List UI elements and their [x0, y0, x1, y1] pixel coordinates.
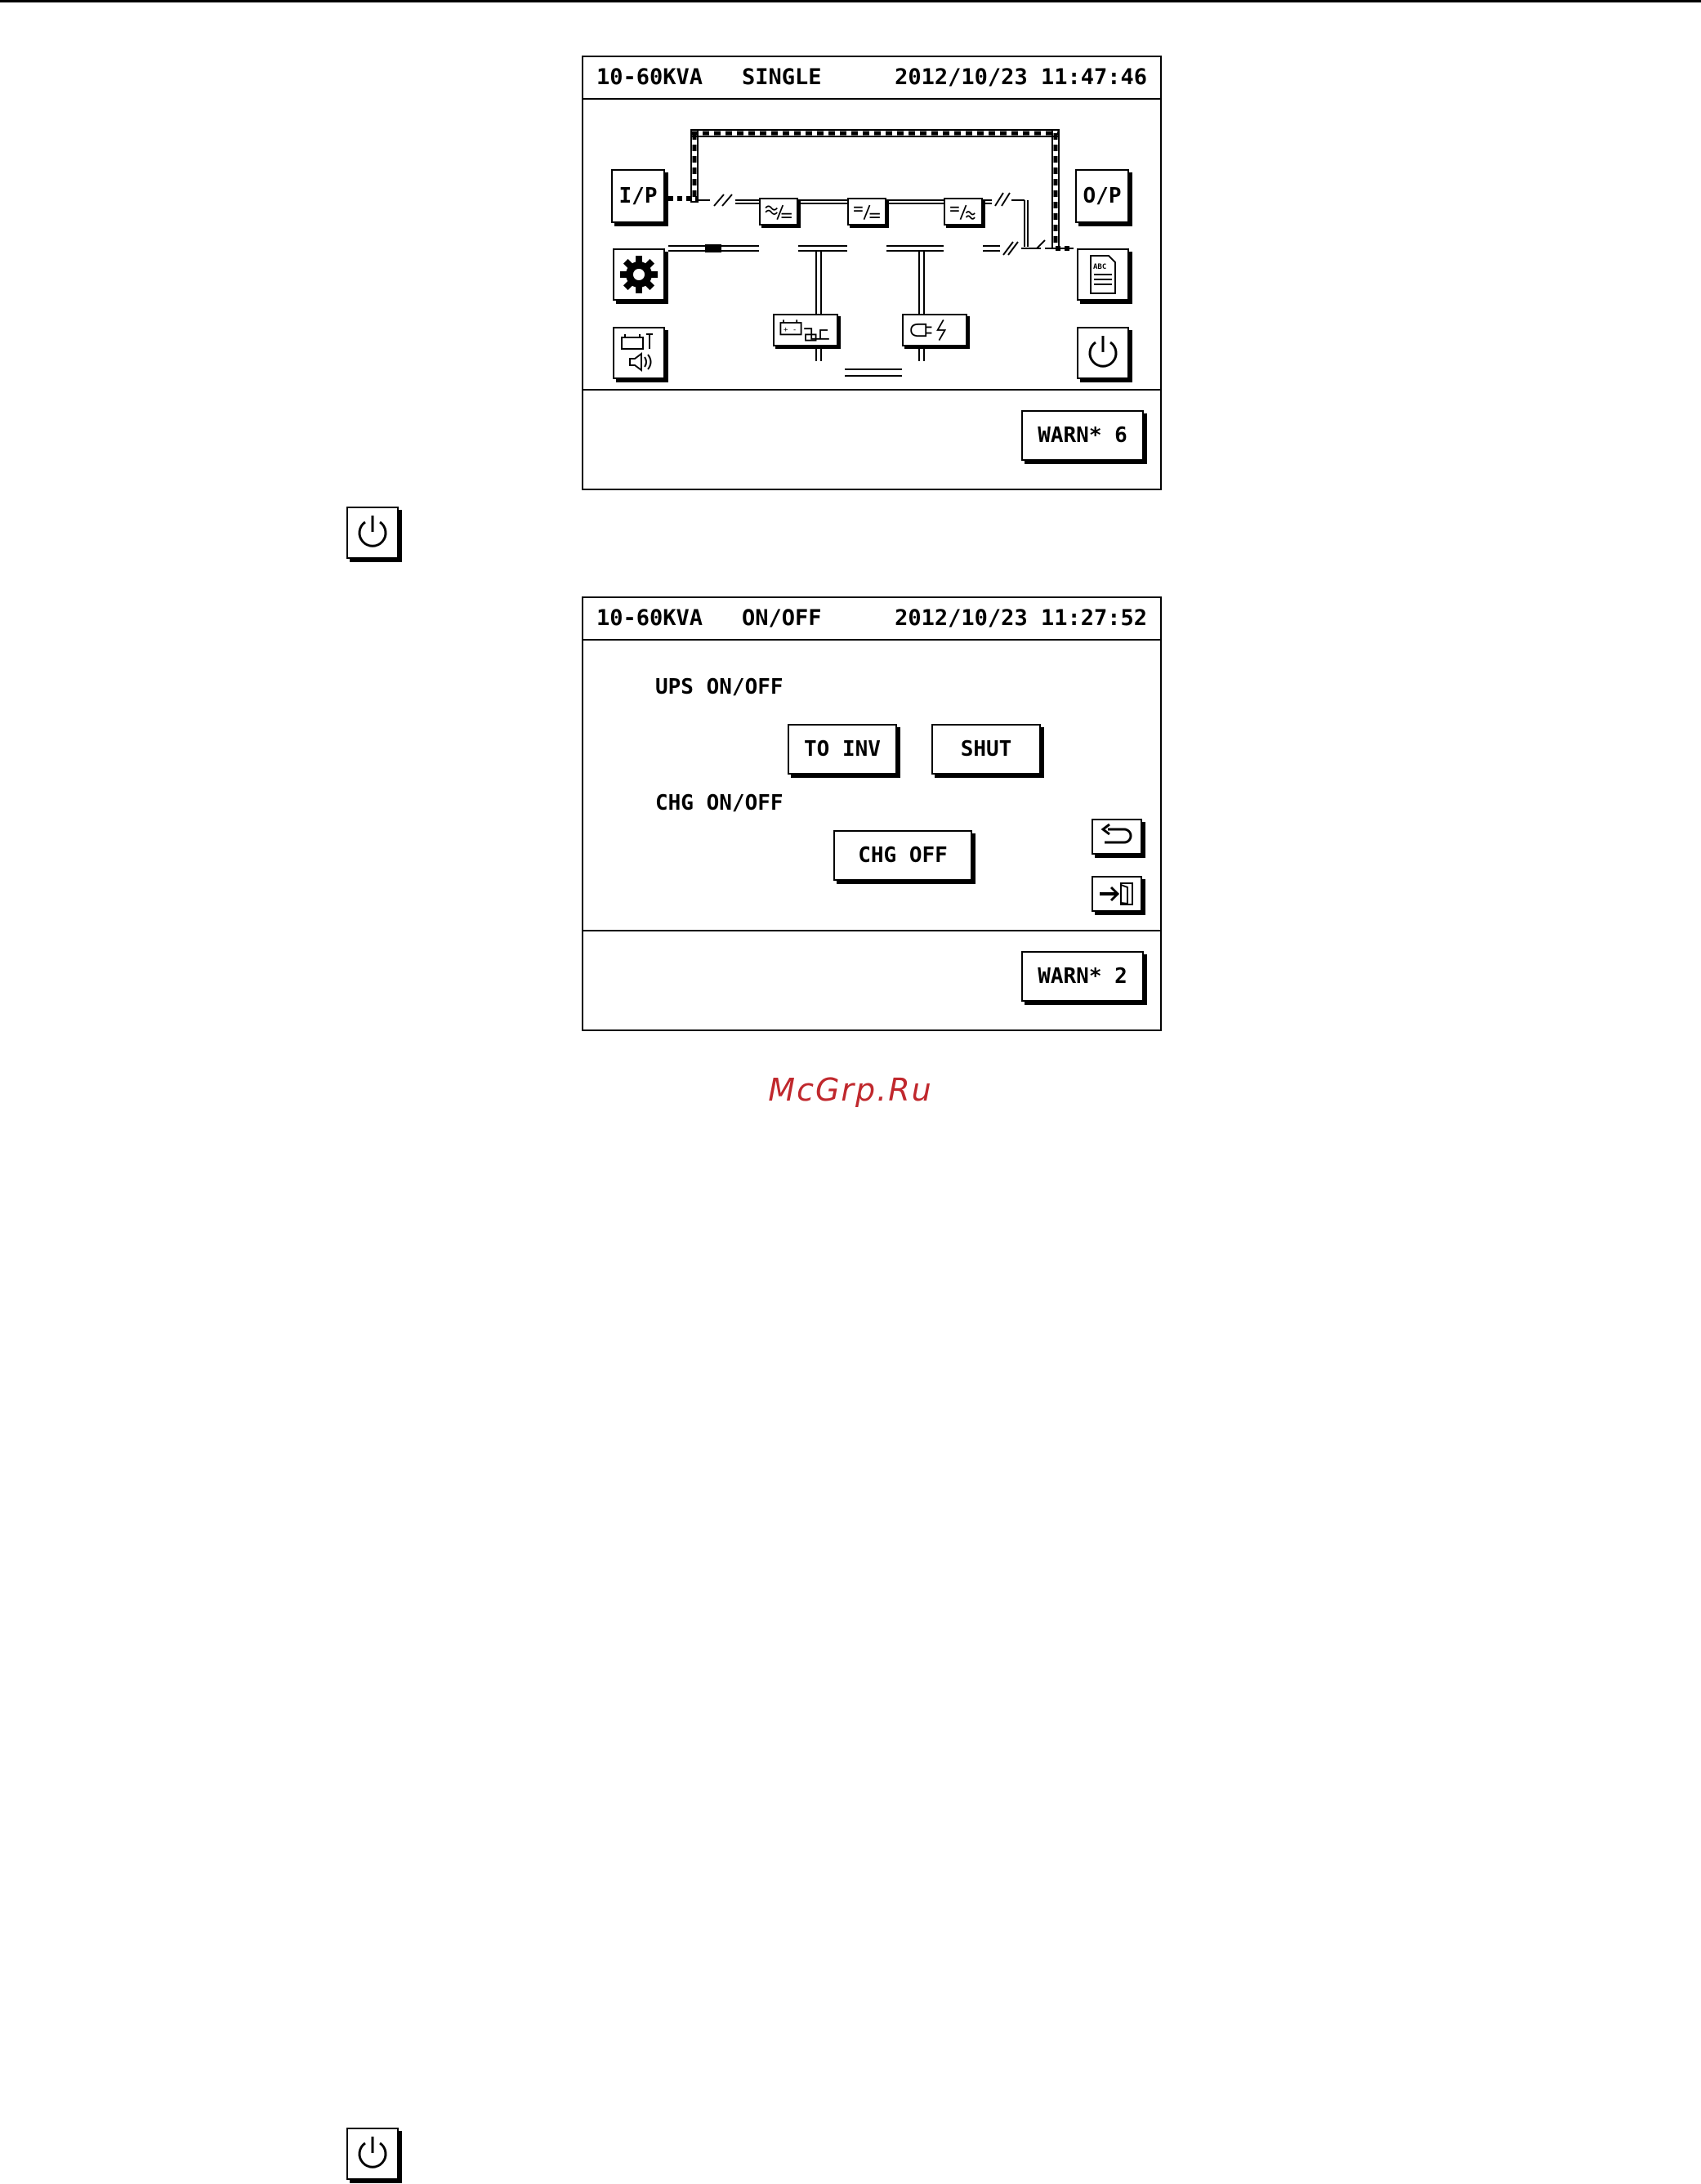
log-button[interactable]	[1077, 248, 1129, 301]
ups-onoff-screen	[582, 596, 1162, 1031]
svg-text:+ -: + -	[784, 325, 797, 334]
power-button[interactable]	[1077, 327, 1129, 379]
battery-speaker-icon	[617, 331, 661, 375]
rectifier-icon	[759, 198, 798, 226]
shut-button[interactable]: SHUT	[931, 724, 1041, 775]
plug-lightning-icon	[902, 314, 967, 346]
ups-main-screen	[582, 56, 1162, 490]
power-icon	[1081, 331, 1125, 375]
model-label: 10-60KVA	[596, 65, 703, 90]
charger-off-button[interactable]: CHG OFF	[833, 830, 972, 881]
status-header	[583, 598, 1160, 641]
exit-door-icon	[1096, 880, 1137, 908]
mode-label: ON/OFF	[742, 605, 822, 631]
main-power-line	[668, 240, 1074, 376]
battery-maintenance-button[interactable]	[613, 327, 665, 379]
input-button[interactable]: I/P	[611, 169, 665, 223]
exit-button[interactable]	[1092, 876, 1142, 912]
page-top-rule	[0, 0, 1701, 2]
power-icon	[350, 511, 395, 555]
power-flow-diagram	[583, 100, 1160, 391]
status-header	[583, 57, 1160, 100]
mode-label: SINGLE	[742, 65, 822, 90]
inverter-icon	[944, 198, 983, 226]
bypass-path	[668, 130, 1074, 248]
battery-icon	[773, 314, 838, 346]
output-button[interactable]: O/P	[1075, 169, 1129, 223]
status-footer	[583, 389, 1160, 489]
warning-button[interactable]: WARN* 6	[1021, 410, 1144, 461]
back-button[interactable]	[1092, 819, 1142, 855]
warning-button[interactable]: WARN* 2	[1021, 951, 1144, 1002]
watermark-text: McGrp.Ru	[768, 1072, 933, 1108]
gear-icon	[617, 252, 661, 297]
status-footer	[583, 930, 1160, 1029]
settings-button[interactable]	[613, 248, 665, 301]
ups-onoff-label: UPS ON/OFF	[655, 675, 784, 699]
datetime-label: 2012/10/23 11:27:52	[895, 605, 1147, 631]
power-key-figure	[346, 507, 399, 559]
dc-dc-icon	[847, 198, 886, 226]
to-inverter-button[interactable]: TO INV	[788, 724, 897, 775]
svg-text:ABC: ABC	[1093, 263, 1107, 271]
power-key-figure-bottom	[346, 2128, 399, 2180]
back-arrow-icon	[1096, 823, 1137, 851]
charger-onoff-label: CHG ON/OFF	[655, 791, 784, 815]
abc-document-icon	[1081, 252, 1125, 297]
datetime-label: 2012/10/23 11:47:46	[895, 65, 1147, 90]
model-label: 10-60KVA	[596, 605, 703, 631]
power-icon	[350, 2132, 395, 2176]
